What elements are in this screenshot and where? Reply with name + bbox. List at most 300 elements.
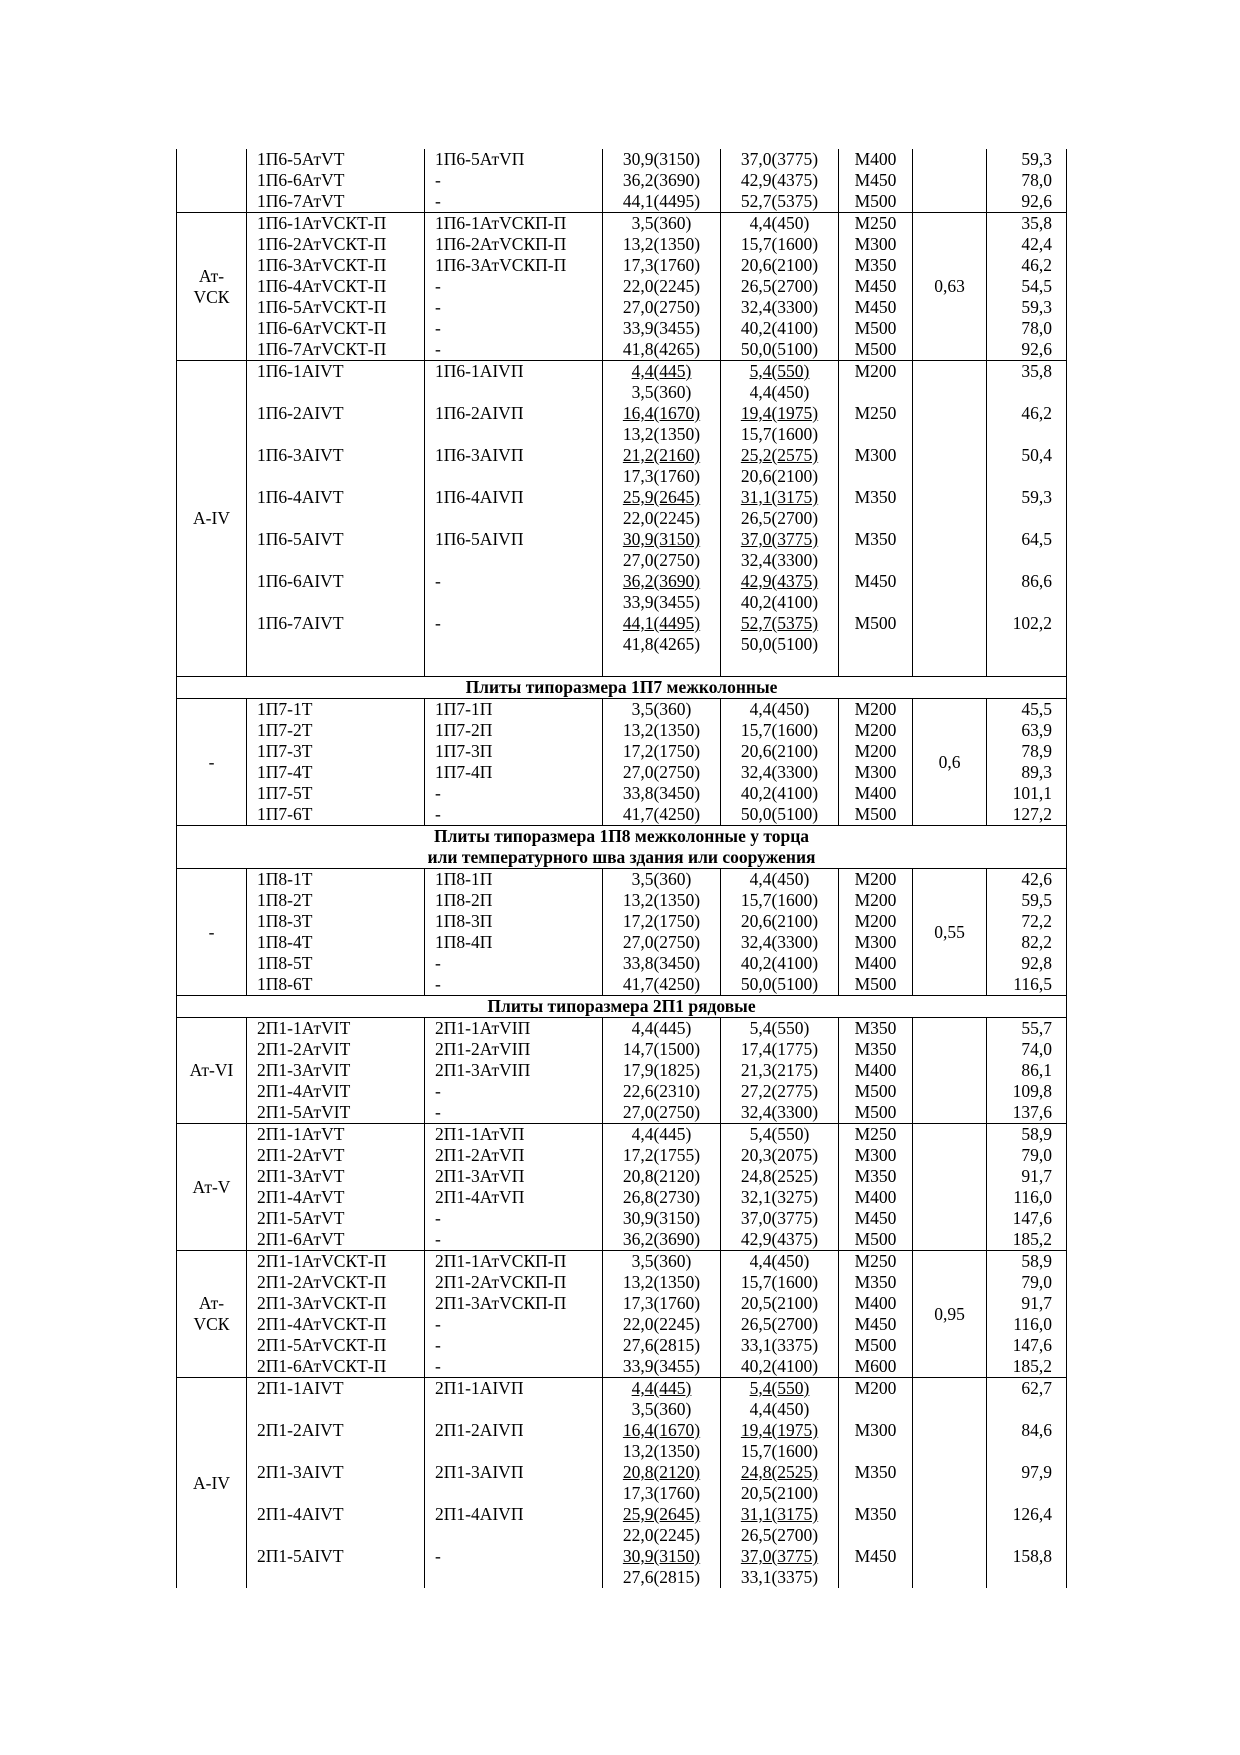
load-b: 5,4(550) — [721, 1018, 839, 1040]
load-b — [721, 445, 839, 487]
mass-value: 55,7 — [987, 1018, 1067, 1040]
load-b: 20,5(2100) — [721, 1293, 839, 1314]
mark-p: - — [425, 1081, 603, 1102]
mark-p: 1П6-1АIVП — [425, 361, 603, 404]
mark-p: 2П1-3АтVСКП-П — [425, 1293, 603, 1314]
load-b-value-2: 26,5(2700) — [740, 1525, 819, 1545]
mark-p: 1П6-4АIVП — [425, 487, 603, 529]
load-a: 33,9(3455) — [603, 318, 721, 339]
concrete-grade: М450 — [839, 1314, 913, 1335]
mass-value: 58,9 — [987, 1251, 1067, 1273]
mass-value: 102,2 — [987, 613, 1067, 655]
mark-p: 2П1-3АтVIП — [425, 1060, 603, 1081]
mass-value: 42,4 — [987, 234, 1067, 255]
reinforcement-class-line: - — [208, 751, 215, 772]
mark-t: 1П6-1АIVТ — [247, 361, 425, 404]
load-b: 32,4(3300) — [721, 762, 839, 783]
load-b-value-2: 4,4(450) — [749, 382, 810, 402]
mass-value: 82,2 — [987, 932, 1067, 953]
section-title-line: или температурного шва здания или сооружения — [427, 847, 816, 867]
mark-t: 2П1-5АтVIТ — [247, 1102, 425, 1124]
load-a — [603, 403, 721, 445]
mass-value: 35,8 — [987, 361, 1067, 404]
load-a: 27,0(2750) — [603, 932, 721, 953]
load-b: 26,5(2700) — [721, 276, 839, 297]
load-a-value-2: 27,6(2815) — [622, 1567, 701, 1587]
mark-p: 1П6-1АтVСКП-П — [425, 213, 603, 235]
load-a: 20,8(2120) — [603, 1166, 721, 1187]
blank-cell — [839, 655, 913, 677]
mark-p: 1П8-2П — [425, 890, 603, 911]
load-a: 3,5(360) — [603, 869, 721, 891]
blank-cell — [247, 655, 425, 677]
mass-value: 137,6 — [987, 1102, 1067, 1124]
load-b — [721, 1378, 839, 1421]
load-b: 24,8(2525) — [721, 1166, 839, 1187]
reinforcement-class-line: Ат- — [198, 265, 225, 286]
coefficient: 0,6 — [913, 699, 987, 826]
mark-p: 1П6-5АтVП — [425, 149, 603, 170]
mass-value: 59,5 — [987, 890, 1067, 911]
load-a-value-2: 22,0(2245) — [622, 1525, 701, 1545]
load-a: 13,2(1350) — [603, 720, 721, 741]
concrete-grade: М250 — [839, 1251, 913, 1273]
load-a: 27,0(2750) — [603, 762, 721, 783]
mark-p: 2П1-3АIVП — [425, 1462, 603, 1504]
concrete-grade: М350 — [839, 1018, 913, 1040]
load-a: 3,5(360) — [603, 213, 721, 235]
load-a: 14,7(1500) — [603, 1039, 721, 1060]
section-header-row — [177, 996, 1067, 1018]
load-a-value-2: 27,0(2750) — [622, 550, 701, 570]
mark-p: 2П1-3АтVП — [425, 1166, 603, 1187]
load-b: 42,9(4375) — [721, 1229, 839, 1251]
coefficient — [913, 361, 987, 677]
load-a: 17,9(1825) — [603, 1060, 721, 1081]
mass-value: 59,3 — [987, 297, 1067, 318]
load-a: 17,2(1750) — [603, 741, 721, 762]
load-b: 4,4(450) — [721, 213, 839, 235]
load-a-value: 21,2(2160) — [622, 445, 701, 465]
mass-value: 92,6 — [987, 339, 1067, 361]
load-b: 15,7(1600) — [721, 890, 839, 911]
concrete-grade: М200 — [839, 699, 913, 721]
reinforcement-class — [177, 1124, 247, 1251]
coefficient: 0,63 — [913, 213, 987, 361]
blank-cell — [603, 655, 721, 677]
mark-p: 1П8-1П — [425, 869, 603, 891]
load-b-value: 5,4(550) — [749, 361, 810, 381]
load-a-value-2: 41,8(4265) — [622, 634, 701, 654]
load-b: 32,1(3275) — [721, 1187, 839, 1208]
mark-p: 2П1-2АIVП — [425, 1420, 603, 1462]
load-b: 40,2(4100) — [721, 1356, 839, 1378]
mark-p: - — [425, 1208, 603, 1229]
mark-p: - — [425, 1314, 603, 1335]
mark-t: 1П6-3АтVСКТ-П — [247, 255, 425, 276]
mass-value: 185,2 — [987, 1229, 1067, 1251]
mark-t: 1П6-6АтVТ — [247, 170, 425, 191]
load-b: 32,4(3300) — [721, 1102, 839, 1124]
mark-p: 2П1-4АтVП — [425, 1187, 603, 1208]
mass-value: 54,5 — [987, 276, 1067, 297]
load-b: 20,6(2100) — [721, 911, 839, 932]
load-a — [603, 529, 721, 571]
mark-p: 1П6-2АтVСКП-П — [425, 234, 603, 255]
load-a — [603, 1462, 721, 1504]
table-row — [177, 1251, 1067, 1273]
concrete-grade: М300 — [839, 762, 913, 783]
concrete-grade: М200 — [839, 890, 913, 911]
mass-value: 58,9 — [987, 1124, 1067, 1146]
reinforcement-class-line: VСК — [193, 286, 230, 307]
load-a — [603, 1378, 721, 1421]
load-a-value-2: 3,5(360) — [631, 382, 692, 402]
load-b-value: 19,4(1975) — [740, 403, 819, 423]
mass-value: 46,2 — [987, 403, 1067, 445]
load-b: 26,5(2700) — [721, 1314, 839, 1335]
load-b — [721, 361, 839, 404]
load-a-value: 4,4(445) — [631, 1378, 692, 1398]
load-b-value-2: 40,2(4100) — [740, 592, 819, 612]
mass-value: 86,1 — [987, 1060, 1067, 1081]
concrete-grade: М500 — [839, 1102, 913, 1124]
mark-t: 1П6-4АтVСКТ-П — [247, 276, 425, 297]
load-a — [603, 361, 721, 404]
mass-value: 185,2 — [987, 1356, 1067, 1378]
mark-t: 1П7-4Т — [247, 762, 425, 783]
mass-value: 127,2 — [987, 804, 1067, 826]
mass-value: 158,8 — [987, 1546, 1067, 1588]
concrete-grade: М350 — [839, 1462, 913, 1504]
mark-t: 1П6-7АтVСКТ-П — [247, 339, 425, 361]
concrete-grade: М300 — [839, 932, 913, 953]
mark-p: - — [425, 613, 603, 655]
load-a: 41,7(4250) — [603, 804, 721, 826]
mark-t: 2П1-5АтVТ — [247, 1208, 425, 1229]
concrete-grade: М350 — [839, 487, 913, 529]
load-b-value: 5,4(550) — [749, 1378, 810, 1398]
concrete-grade: М300 — [839, 445, 913, 487]
concrete-grade: М500 — [839, 339, 913, 361]
load-b-value: 31,1(3175) — [740, 1504, 819, 1524]
load-b: 40,2(4100) — [721, 953, 839, 974]
mark-p: 1П7-3П — [425, 741, 603, 762]
load-b-value-2: 20,6(2100) — [740, 466, 819, 486]
mark-p: 2П1-1АтVIП — [425, 1018, 603, 1040]
load-a-value: 30,9(3150) — [622, 529, 701, 549]
reinforcement-class-line: - — [208, 921, 215, 942]
load-a: 17,3(1760) — [603, 255, 721, 276]
mark-t: 1П6-7АтVТ — [247, 191, 425, 213]
load-b: 20,6(2100) — [721, 255, 839, 276]
load-a — [603, 487, 721, 529]
load-b: 15,7(1600) — [721, 1272, 839, 1293]
mark-t: 2П1-6АтVТ — [247, 1229, 425, 1251]
load-a: 33,8(3450) — [603, 953, 721, 974]
concrete-grade: М500 — [839, 1335, 913, 1356]
table-row — [177, 869, 1067, 891]
load-a-value: 20,8(2120) — [622, 1462, 701, 1482]
mark-p: 1П7-2П — [425, 720, 603, 741]
mark-p: 1П6-2АIVП — [425, 403, 603, 445]
mark-t: 1П7-6Т — [247, 804, 425, 826]
load-a-value: 30,9(3150) — [622, 1546, 701, 1566]
section-title — [177, 826, 1067, 869]
table-row — [177, 361, 1067, 404]
load-b: 32,4(3300) — [721, 932, 839, 953]
load-a: 17,2(1755) — [603, 1145, 721, 1166]
load-b: 42,9(4375) — [721, 170, 839, 191]
mark-p: - — [425, 804, 603, 826]
reinforcement-class-line: VСК — [193, 1314, 230, 1334]
load-b-value: 31,1(3175) — [740, 487, 819, 507]
load-a — [603, 571, 721, 613]
section-title-line: Плиты типоразмера 1П7 межколонные — [465, 677, 778, 697]
blank-cell — [721, 655, 839, 677]
mark-t: 1П6-6АIVТ — [247, 571, 425, 613]
load-a-value: 16,4(1670) — [622, 403, 701, 423]
load-a: 13,2(1350) — [603, 234, 721, 255]
mark-t: 1П6-2АтVСКТ-П — [247, 234, 425, 255]
load-b — [721, 1504, 839, 1546]
load-b-value-2: 32,4(3300) — [740, 550, 819, 570]
concrete-grade: М500 — [839, 1081, 913, 1102]
load-a: 13,2(1350) — [603, 1272, 721, 1293]
mass-value: 116,0 — [987, 1187, 1067, 1208]
load-a: 13,2(1350) — [603, 890, 721, 911]
spec-table-page — [176, 149, 1066, 1588]
load-b-value: 42,9(4375) — [740, 571, 819, 591]
load-b-value: 37,0(3775) — [740, 1546, 819, 1566]
coefficient — [913, 1018, 987, 1124]
mass-value: 79,0 — [987, 1272, 1067, 1293]
mass-value: 101,1 — [987, 783, 1067, 804]
load-b — [721, 1420, 839, 1462]
mark-p: - — [425, 297, 603, 318]
mass-value: 116,5 — [987, 974, 1067, 996]
load-b-value: 19,4(1975) — [740, 1420, 819, 1440]
load-a: 27,0(2750) — [603, 1102, 721, 1124]
mark-t: 1П8-2Т — [247, 890, 425, 911]
load-a: 30,9(3150) — [603, 1208, 721, 1229]
section-header-row — [177, 677, 1067, 699]
load-b: 50,0(5100) — [721, 804, 839, 826]
mark-t: 2П1-4АтVСКТ-П — [247, 1314, 425, 1335]
mark-p: 2П1-1АтVСКП-П — [425, 1251, 603, 1273]
mark-t: 1П6-2АIVТ — [247, 403, 425, 445]
mass-value: 59,3 — [987, 149, 1067, 170]
load-a-value-2: 3,5(360) — [631, 1399, 692, 1419]
table-row — [177, 699, 1067, 721]
reinforcement-class — [177, 1251, 247, 1378]
mass-value: 126,4 — [987, 1504, 1067, 1546]
load-a: 41,8(4265) — [603, 339, 721, 361]
load-a-value: 25,9(2645) — [622, 1504, 701, 1524]
section-title-line: Плиты типоразмера 1П8 межколонные у торца — [433, 826, 810, 846]
load-b — [721, 529, 839, 571]
mass-value: 97,9 — [987, 1462, 1067, 1504]
load-b: 20,3(2075) — [721, 1145, 839, 1166]
table-row — [177, 213, 1067, 235]
concrete-grade: М500 — [839, 974, 913, 996]
mass-value: 62,7 — [987, 1378, 1067, 1421]
mass-value: 79,0 — [987, 1145, 1067, 1166]
concrete-grade: М250 — [839, 213, 913, 235]
mark-p: 1П6-3АтVСКП-П — [425, 255, 603, 276]
load-b — [721, 1546, 839, 1588]
concrete-grade: М200 — [839, 361, 913, 404]
mark-p: - — [425, 170, 603, 191]
concrete-grade: М300 — [839, 234, 913, 255]
load-b: 20,6(2100) — [721, 741, 839, 762]
load-a: 4,4(445) — [603, 1124, 721, 1146]
reinforcement-class — [177, 1378, 247, 1589]
load-b — [721, 487, 839, 529]
mark-t: 2П1-6АтVСКТ-П — [247, 1356, 425, 1378]
load-b — [721, 1462, 839, 1504]
load-a-value-2: 13,2(1350) — [622, 1441, 701, 1461]
mark-t: 2П1-3АтVТ — [247, 1166, 425, 1187]
mark-t: 1П6-5АIVТ — [247, 529, 425, 571]
mark-t: 2П1-1АтVТ — [247, 1124, 425, 1146]
concrete-grade: М400 — [839, 1293, 913, 1314]
reinforcement-class — [177, 149, 247, 213]
mark-t: 1П8-1Т — [247, 869, 425, 891]
mass-value: 59,3 — [987, 487, 1067, 529]
concrete-grade: М200 — [839, 1378, 913, 1421]
load-a: 3,5(360) — [603, 699, 721, 721]
mass-value: 42,6 — [987, 869, 1067, 891]
table-row — [177, 1378, 1067, 1421]
mark-p: - — [425, 571, 603, 613]
mass-value: 46,2 — [987, 255, 1067, 276]
load-a: 27,0(2750) — [603, 297, 721, 318]
load-a-value: 4,4(445) — [631, 361, 692, 381]
mark-p: 2П1-1АтVП — [425, 1124, 603, 1146]
concrete-grade: М350 — [839, 255, 913, 276]
mark-t: 1П6-6АтVСКТ-П — [247, 318, 425, 339]
mass-value: 72,2 — [987, 911, 1067, 932]
reinforcement-class-line: Ат-V — [192, 1176, 231, 1197]
mass-value: 91,7 — [987, 1166, 1067, 1187]
mark-p: - — [425, 339, 603, 361]
concrete-grade: М250 — [839, 1124, 913, 1146]
mark-p: 1П6-5АIVП — [425, 529, 603, 571]
mass-value: 64,5 — [987, 529, 1067, 571]
mass-value: 147,6 — [987, 1208, 1067, 1229]
mark-p: 2П1-2АтVП — [425, 1145, 603, 1166]
table-row — [177, 1018, 1067, 1040]
load-a-value: 16,4(1670) — [622, 1420, 701, 1440]
load-a — [603, 613, 721, 655]
mark-p: 1П6-3АIVП — [425, 445, 603, 487]
mark-t: 1П8-4Т — [247, 932, 425, 953]
load-b: 4,4(450) — [721, 1251, 839, 1273]
mark-p: 2П1-2АтVIП — [425, 1039, 603, 1060]
section-title — [177, 996, 1067, 1018]
load-a: 22,6(2310) — [603, 1081, 721, 1102]
mass-value: 92,6 — [987, 191, 1067, 213]
mark-p: 1П7-1П — [425, 699, 603, 721]
concrete-grade: М400 — [839, 1187, 913, 1208]
load-a: 41,7(4250) — [603, 974, 721, 996]
load-b-value-2: 15,7(1600) — [740, 424, 819, 444]
load-b: 37,0(3775) — [721, 1208, 839, 1229]
concrete-grade: М450 — [839, 276, 913, 297]
mass-value: 147,6 — [987, 1335, 1067, 1356]
mass-value: 45,5 — [987, 699, 1067, 721]
reinforcement-class-line: А-IV — [193, 1472, 230, 1493]
mark-t: 2П1-4АтVТ — [247, 1187, 425, 1208]
reinforcement-class — [177, 699, 247, 826]
reinforcement-class — [177, 361, 247, 677]
mark-p: - — [425, 1229, 603, 1251]
load-a — [603, 1504, 721, 1546]
table-row — [177, 1124, 1067, 1146]
slab-spec-table — [176, 149, 1067, 1588]
load-a-value: 44,1(4495) — [622, 613, 701, 633]
mark-p: - — [425, 1102, 603, 1124]
load-a: 26,8(2730) — [603, 1187, 721, 1208]
load-a: 36,2(3690) — [603, 170, 721, 191]
mark-p: 1П8-4П — [425, 932, 603, 953]
mark-t: 2П1-3АтVСКТ-П — [247, 1293, 425, 1314]
mass-value: 84,6 — [987, 1420, 1067, 1462]
load-a-value-2: 13,2(1350) — [622, 424, 701, 444]
mark-t: 2П1-3АтVIТ — [247, 1060, 425, 1081]
load-a: 17,2(1750) — [603, 911, 721, 932]
mass-value: 91,7 — [987, 1293, 1067, 1314]
mass-value: 78,0 — [987, 318, 1067, 339]
mark-t: 2П1-5АIVТ — [247, 1546, 425, 1588]
concrete-grade: М600 — [839, 1356, 913, 1378]
load-a: 36,2(3690) — [603, 1229, 721, 1251]
reinforcement-class — [177, 869, 247, 996]
mark-p: 2П1-4АIVП — [425, 1504, 603, 1546]
concrete-grade: М450 — [839, 297, 913, 318]
concrete-grade: М400 — [839, 1060, 913, 1081]
mark-t: 1П6-5АтVТ — [247, 149, 425, 170]
mark-p: 1П8-3П — [425, 911, 603, 932]
load-b: 4,4(450) — [721, 869, 839, 891]
load-a: 22,0(2245) — [603, 1314, 721, 1335]
mark-t: 2П1-3АIVТ — [247, 1462, 425, 1504]
load-b: 4,4(450) — [721, 699, 839, 721]
blank-cell — [987, 655, 1067, 677]
blank-cell — [425, 655, 603, 677]
section-header-row — [177, 826, 1067, 869]
load-b-value: 37,0(3775) — [740, 529, 819, 549]
load-b: 40,2(4100) — [721, 783, 839, 804]
load-b-value-2: 33,1(3375) — [740, 1567, 819, 1587]
concrete-grade: М350 — [839, 529, 913, 571]
load-a: 22,0(2245) — [603, 276, 721, 297]
load-b: 37,0(3775) — [721, 149, 839, 170]
mass-value: 116,0 — [987, 1314, 1067, 1335]
load-a: 33,8(3450) — [603, 783, 721, 804]
concrete-grade: М200 — [839, 911, 913, 932]
load-a: 33,9(3455) — [603, 1356, 721, 1378]
concrete-grade: М500 — [839, 191, 913, 213]
mass-value: 78,0 — [987, 170, 1067, 191]
mark-t: 2П1-4АIVТ — [247, 1504, 425, 1546]
load-a-value: 36,2(3690) — [622, 571, 701, 591]
load-b-value-2: 20,5(2100) — [740, 1483, 819, 1503]
load-b-value-2: 4,4(450) — [749, 1399, 810, 1419]
load-b: 50,0(5100) — [721, 974, 839, 996]
concrete-grade: М300 — [839, 1145, 913, 1166]
